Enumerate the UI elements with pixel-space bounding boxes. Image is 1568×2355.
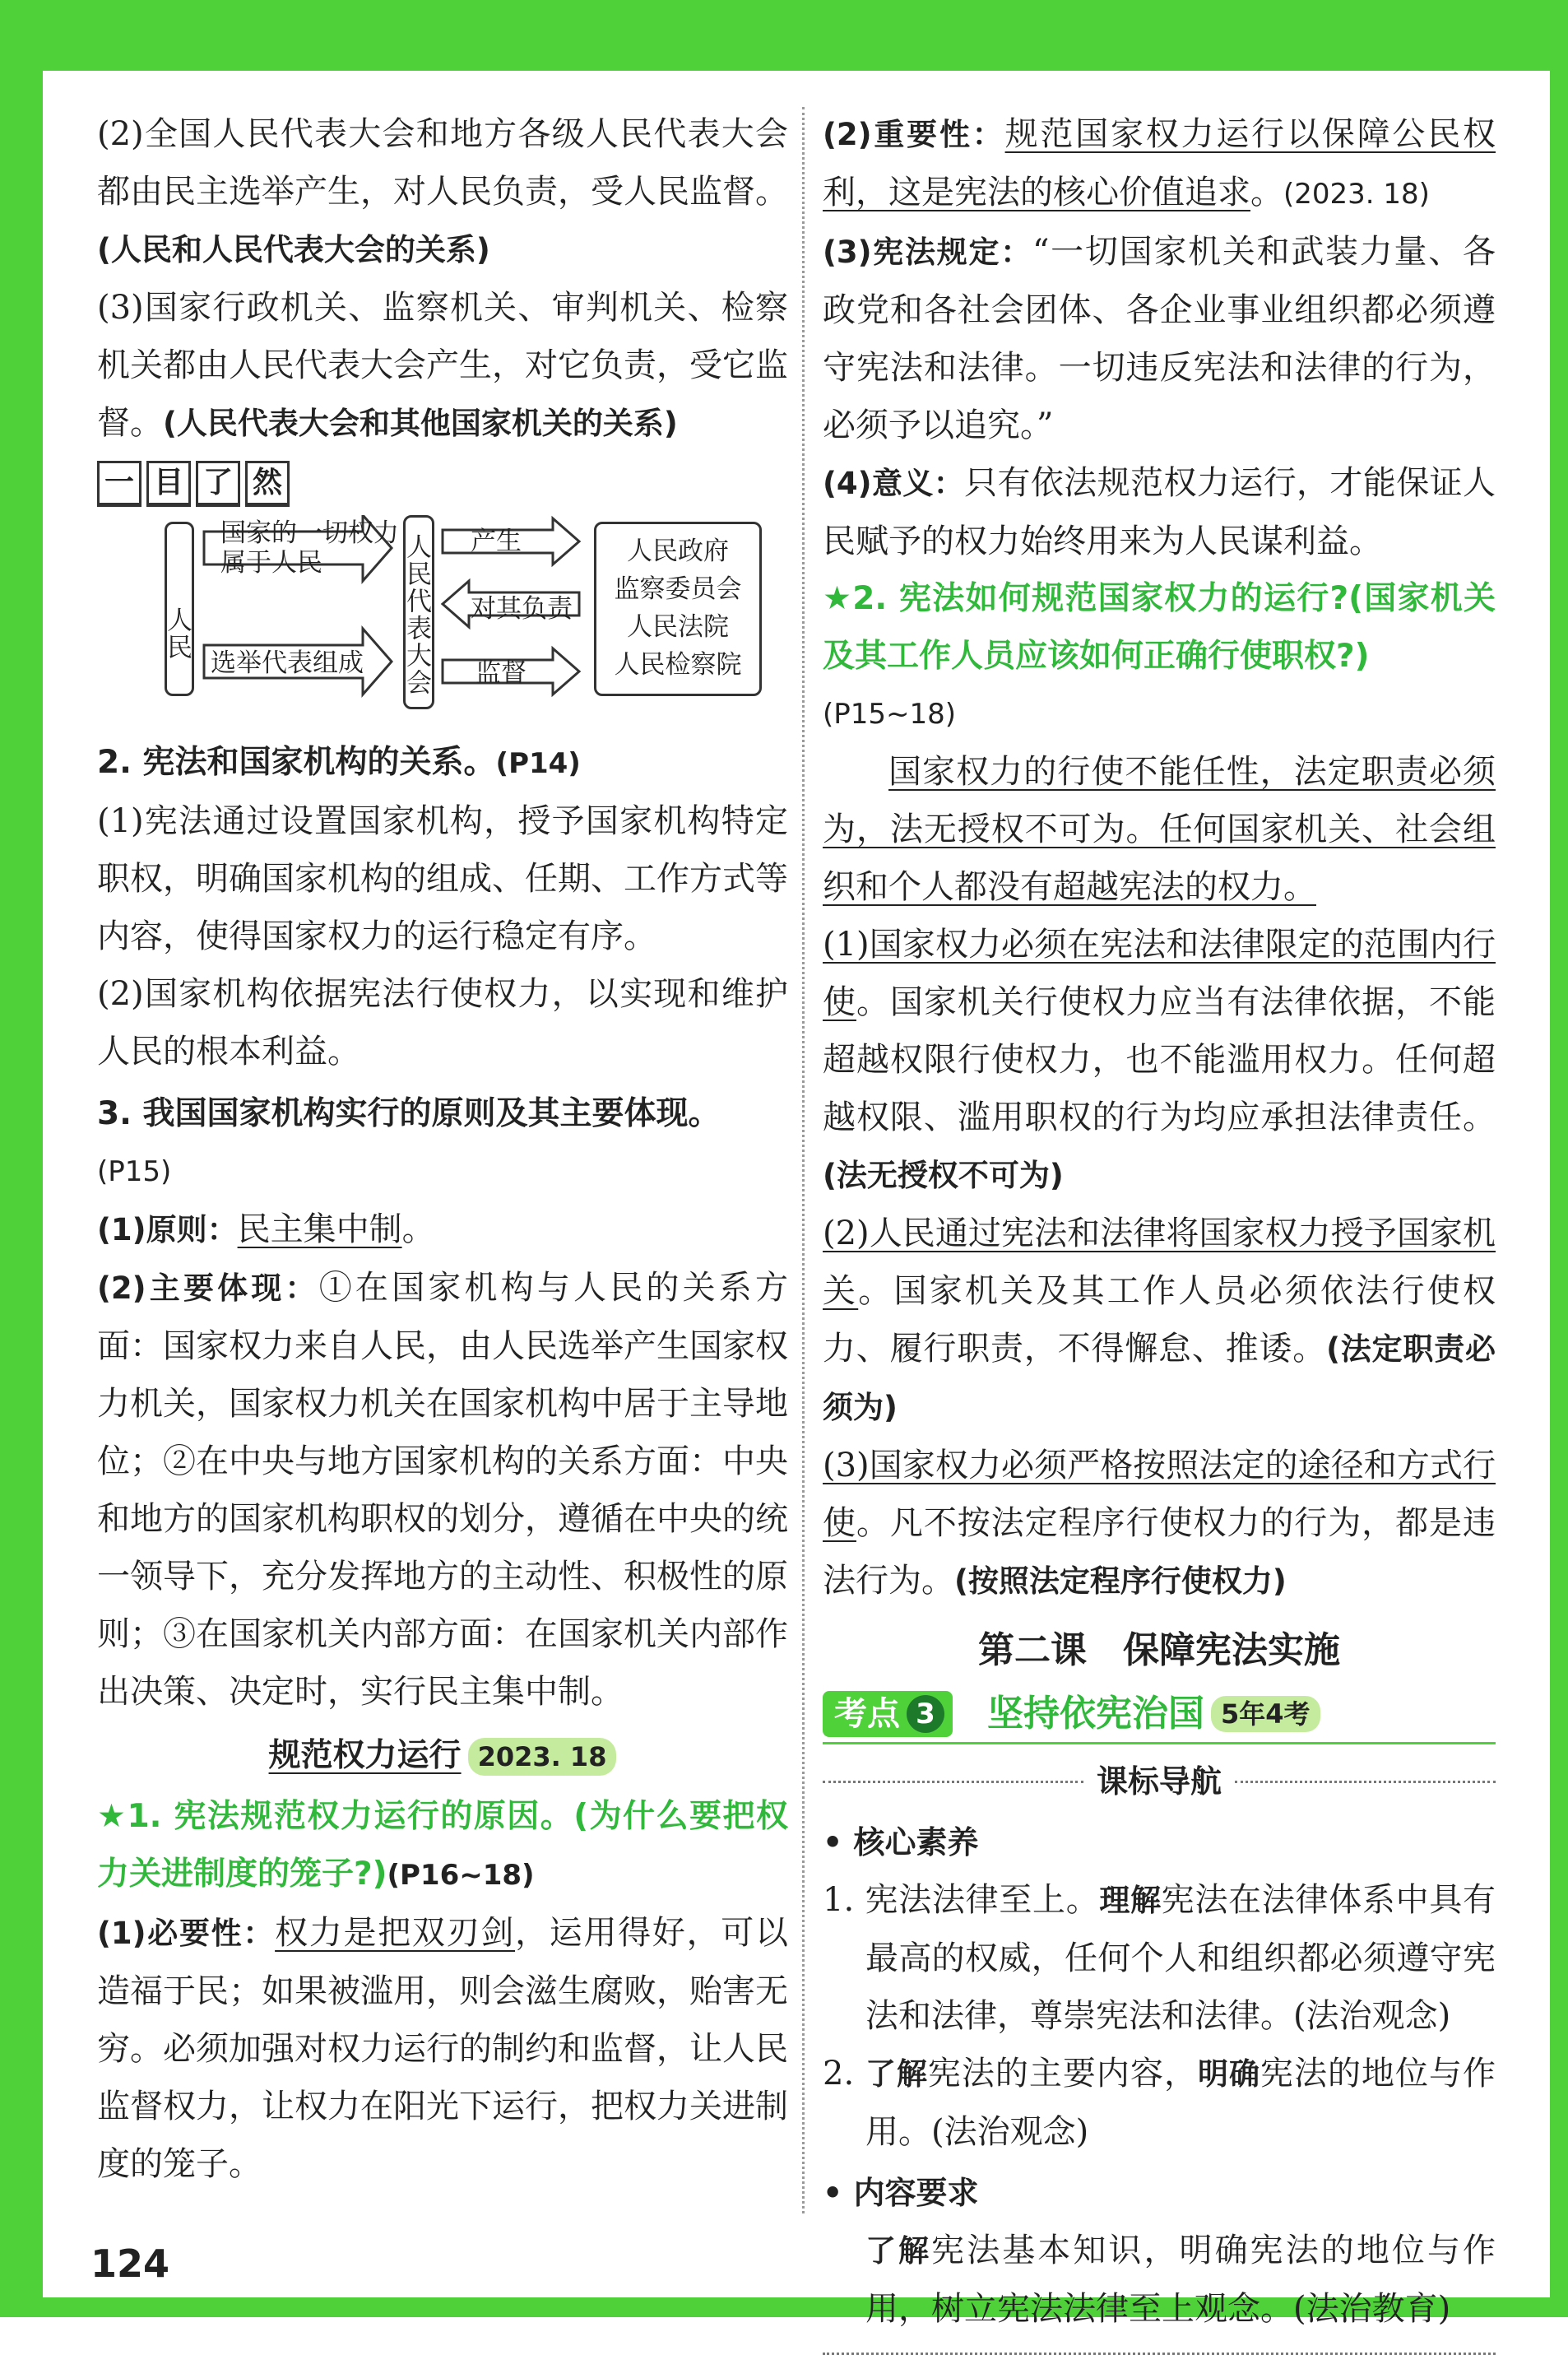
diagram-organ: 人民检察院 xyxy=(614,650,742,680)
right-column xyxy=(823,105,1496,2355)
lesson-title: 第二课 保障宪法实施 xyxy=(978,1629,1340,1671)
glance-char: 一 xyxy=(97,461,141,507)
diagram-produce-label: 产生 xyxy=(471,527,522,556)
section-2-paragraph-1: (1)宪法通过设置国家机构，授予国家机构特定职权，明确国家机构的组成、任期、工作方式等内容，使得国家权力的运行稳定有序。 xyxy=(97,802,788,955)
section-3-embodiment: (2)主要体现：①在国家机构与人民的关系方面：国家权力来自人民，由人民选举产生国家权力机关，国家权力机关在国家机构中居于主导地位；②在中央与地方国家机构的关系方面：中央和地方的国家机构职权的划分，遵循在中央的统一领导下，充分发挥地方的主动性、积极性的原则；③在国家机关内部方面：在国家机关内部作出决策、决定时，实行民主集中制。 xyxy=(97,1269,788,1711)
paragraph-congress-organs: (3)国家行政机关、监察机关、审判机关、检察机关都由人民代表大会产生，对它负责，受它监督。(人民代表大会和其他国家机关的关系) xyxy=(97,289,788,442)
section-3-heading: 3. 我国国家机构实行的原则及其主要体现。 xyxy=(97,1095,721,1132)
exam-year-tag: 2023. 18 xyxy=(468,1738,617,1776)
diagram-congress-box: 人民代表大会 xyxy=(403,515,434,709)
content-requirement-heading: • 内容要求 xyxy=(823,2164,1496,2222)
importance-paragraph: (2)重要性：规范国家权力运行以保障公民权利，这是宪法的核心价值追求。(2023. 18) xyxy=(823,115,1496,211)
nav-dots-right xyxy=(1235,1781,1496,1783)
page-frame-left xyxy=(0,0,43,2317)
exam-point-badge: 考点 3 xyxy=(823,1691,953,1737)
exam-point-title: 坚持依宪治国 xyxy=(987,1693,1204,1735)
diagram-responsible-label: 对其负责 xyxy=(471,594,573,624)
significance-paragraph: (4)意义：只有依法规范权力运行，才能保证人民赋予的权力始终用来为人民谋利益。 xyxy=(823,464,1496,560)
core-item-2: 2. 了解宪法的主要内容，明确宪法的地位与作用。(法治观念) xyxy=(823,2055,1496,2151)
nav-label: 课标导航 xyxy=(1097,1763,1222,1800)
exam-point-number: 3 xyxy=(907,1695,944,1733)
question-1-necessity: (1)必要性：权力是把双刃剑，运用得好，可以造福于民；如果被滥用，则会滋生腐败，贻害无穷。必须加强对权力运行的制约和监督，让人民监督权力，让权力在阳光下运行，把权力关进制度的笼子。 xyxy=(97,1914,789,2183)
question-2-heading: ★2. 宪法如何规范国家权力的运行?(国家机关及其工作人员应该如何正确行使职权?) xyxy=(823,580,1496,675)
question-2-point-2: (2)人民通过宪法和法律将国家权力授予国家机关。国家机关及其工作人员必须依法行使权力、履行职责，不得懈怠、推诿。(法定职责必须为) xyxy=(823,1215,1496,1425)
question-2-intro: 国家权力的行使不能任性，法定职责必须为，法无授权不可为。任何国家机关、社会组织和个人都没有超越宪法的权力。 xyxy=(823,753,1496,906)
glance-char: 然 xyxy=(245,461,290,507)
glance-char: 了 xyxy=(196,461,240,507)
diagram-organ: 人民法院 xyxy=(627,612,729,642)
diagram-organ: 监察委员会 xyxy=(614,574,742,604)
diagram-people-box: 人民 xyxy=(165,522,194,696)
constitution-provision: (3)宪法规定：“一切国家机关和武装力量、各政党和各社会团体、各企业事业组织都必须遵守宪法和法律。一切违反宪法和法律的行为，必须予以追究。” xyxy=(823,233,1496,444)
exam-frequency-tag: 5年4考 xyxy=(1211,1696,1320,1732)
column-divider xyxy=(802,107,805,2213)
section-3-ref: (P15) xyxy=(97,1155,172,1188)
core-literacy-heading: • 核心素养 xyxy=(823,1814,1496,1871)
question-2-point-3: (3)国家权力必须严格按照法定的途径和方式行使。凡不按法定程序行使权力的行为，都是违法行为。(按照法定程序行使权力) xyxy=(823,1447,1496,1600)
diagram-organs-box xyxy=(594,522,762,696)
paragraph-people-congress: (2)全国人民代表大会和地方各级人民代表大会都由民主选举产生，对人民负责，受人民监督。(人民和人民代表大会的关系) xyxy=(97,115,788,267)
question-2-point-1: (1)国家权力必须在宪法和法律限定的范围内行使。国家机关行使权力应当有法律依据，不能超越权限行使权力，也不能滥用权力。任何超越权限、滥用职权的行为均应承担法律责任。(法无授权不可为) xyxy=(823,926,1496,1193)
section-3-principle: (1)原则：民主集中制。 xyxy=(97,1210,435,1248)
section-2-paragraph-2: (2)国家机构依据宪法行使权力，以实现和维护人民的根本利益。 xyxy=(97,975,788,1071)
page-frame-top xyxy=(0,0,1568,71)
subsection-heading: 规范权力运行 2023. 18 xyxy=(97,1727,788,1785)
page-frame-right xyxy=(1550,0,1568,2317)
question-2-ref: (P15~18) xyxy=(823,698,957,731)
diagram-power-label: 国家的一切权力属于人民 xyxy=(220,518,399,578)
diagram-elect-label: 选举代表组成 xyxy=(211,648,364,678)
diagram-supervise-label: 监督 xyxy=(476,658,527,688)
glance-char: 目 xyxy=(146,461,191,507)
content-requirement-text: 了解宪法基本知识，明确宪法的地位与作用，树立宪法法律至上观念。(法治教育) xyxy=(865,2232,1496,2328)
glance-heading xyxy=(97,461,788,507)
state-power-diagram xyxy=(97,515,788,721)
curriculum-nav xyxy=(823,1753,1496,1810)
left-column xyxy=(97,105,788,2193)
exam-point-header xyxy=(823,1688,1496,1740)
diagram-organ: 人民政府 xyxy=(627,536,729,566)
core-item-1: 1. 宪法法律至上。理解宪法在法律体系中具有最高的权威，任何个人和组织都必须遵守宪法和法律，尊崇宪法和法律。(法治观念) xyxy=(823,1881,1496,2035)
section-2-heading: 2. 宪法和国家机构的关系。(P14) xyxy=(97,744,581,781)
nav-dots-left xyxy=(823,1781,1083,1783)
question-1-heading: ★1. 宪法规范权力运行的原因。(为什么要把权力关进制度的笼子?)(P16~18) xyxy=(97,1798,788,1893)
page-number: 124 xyxy=(90,2241,170,2286)
